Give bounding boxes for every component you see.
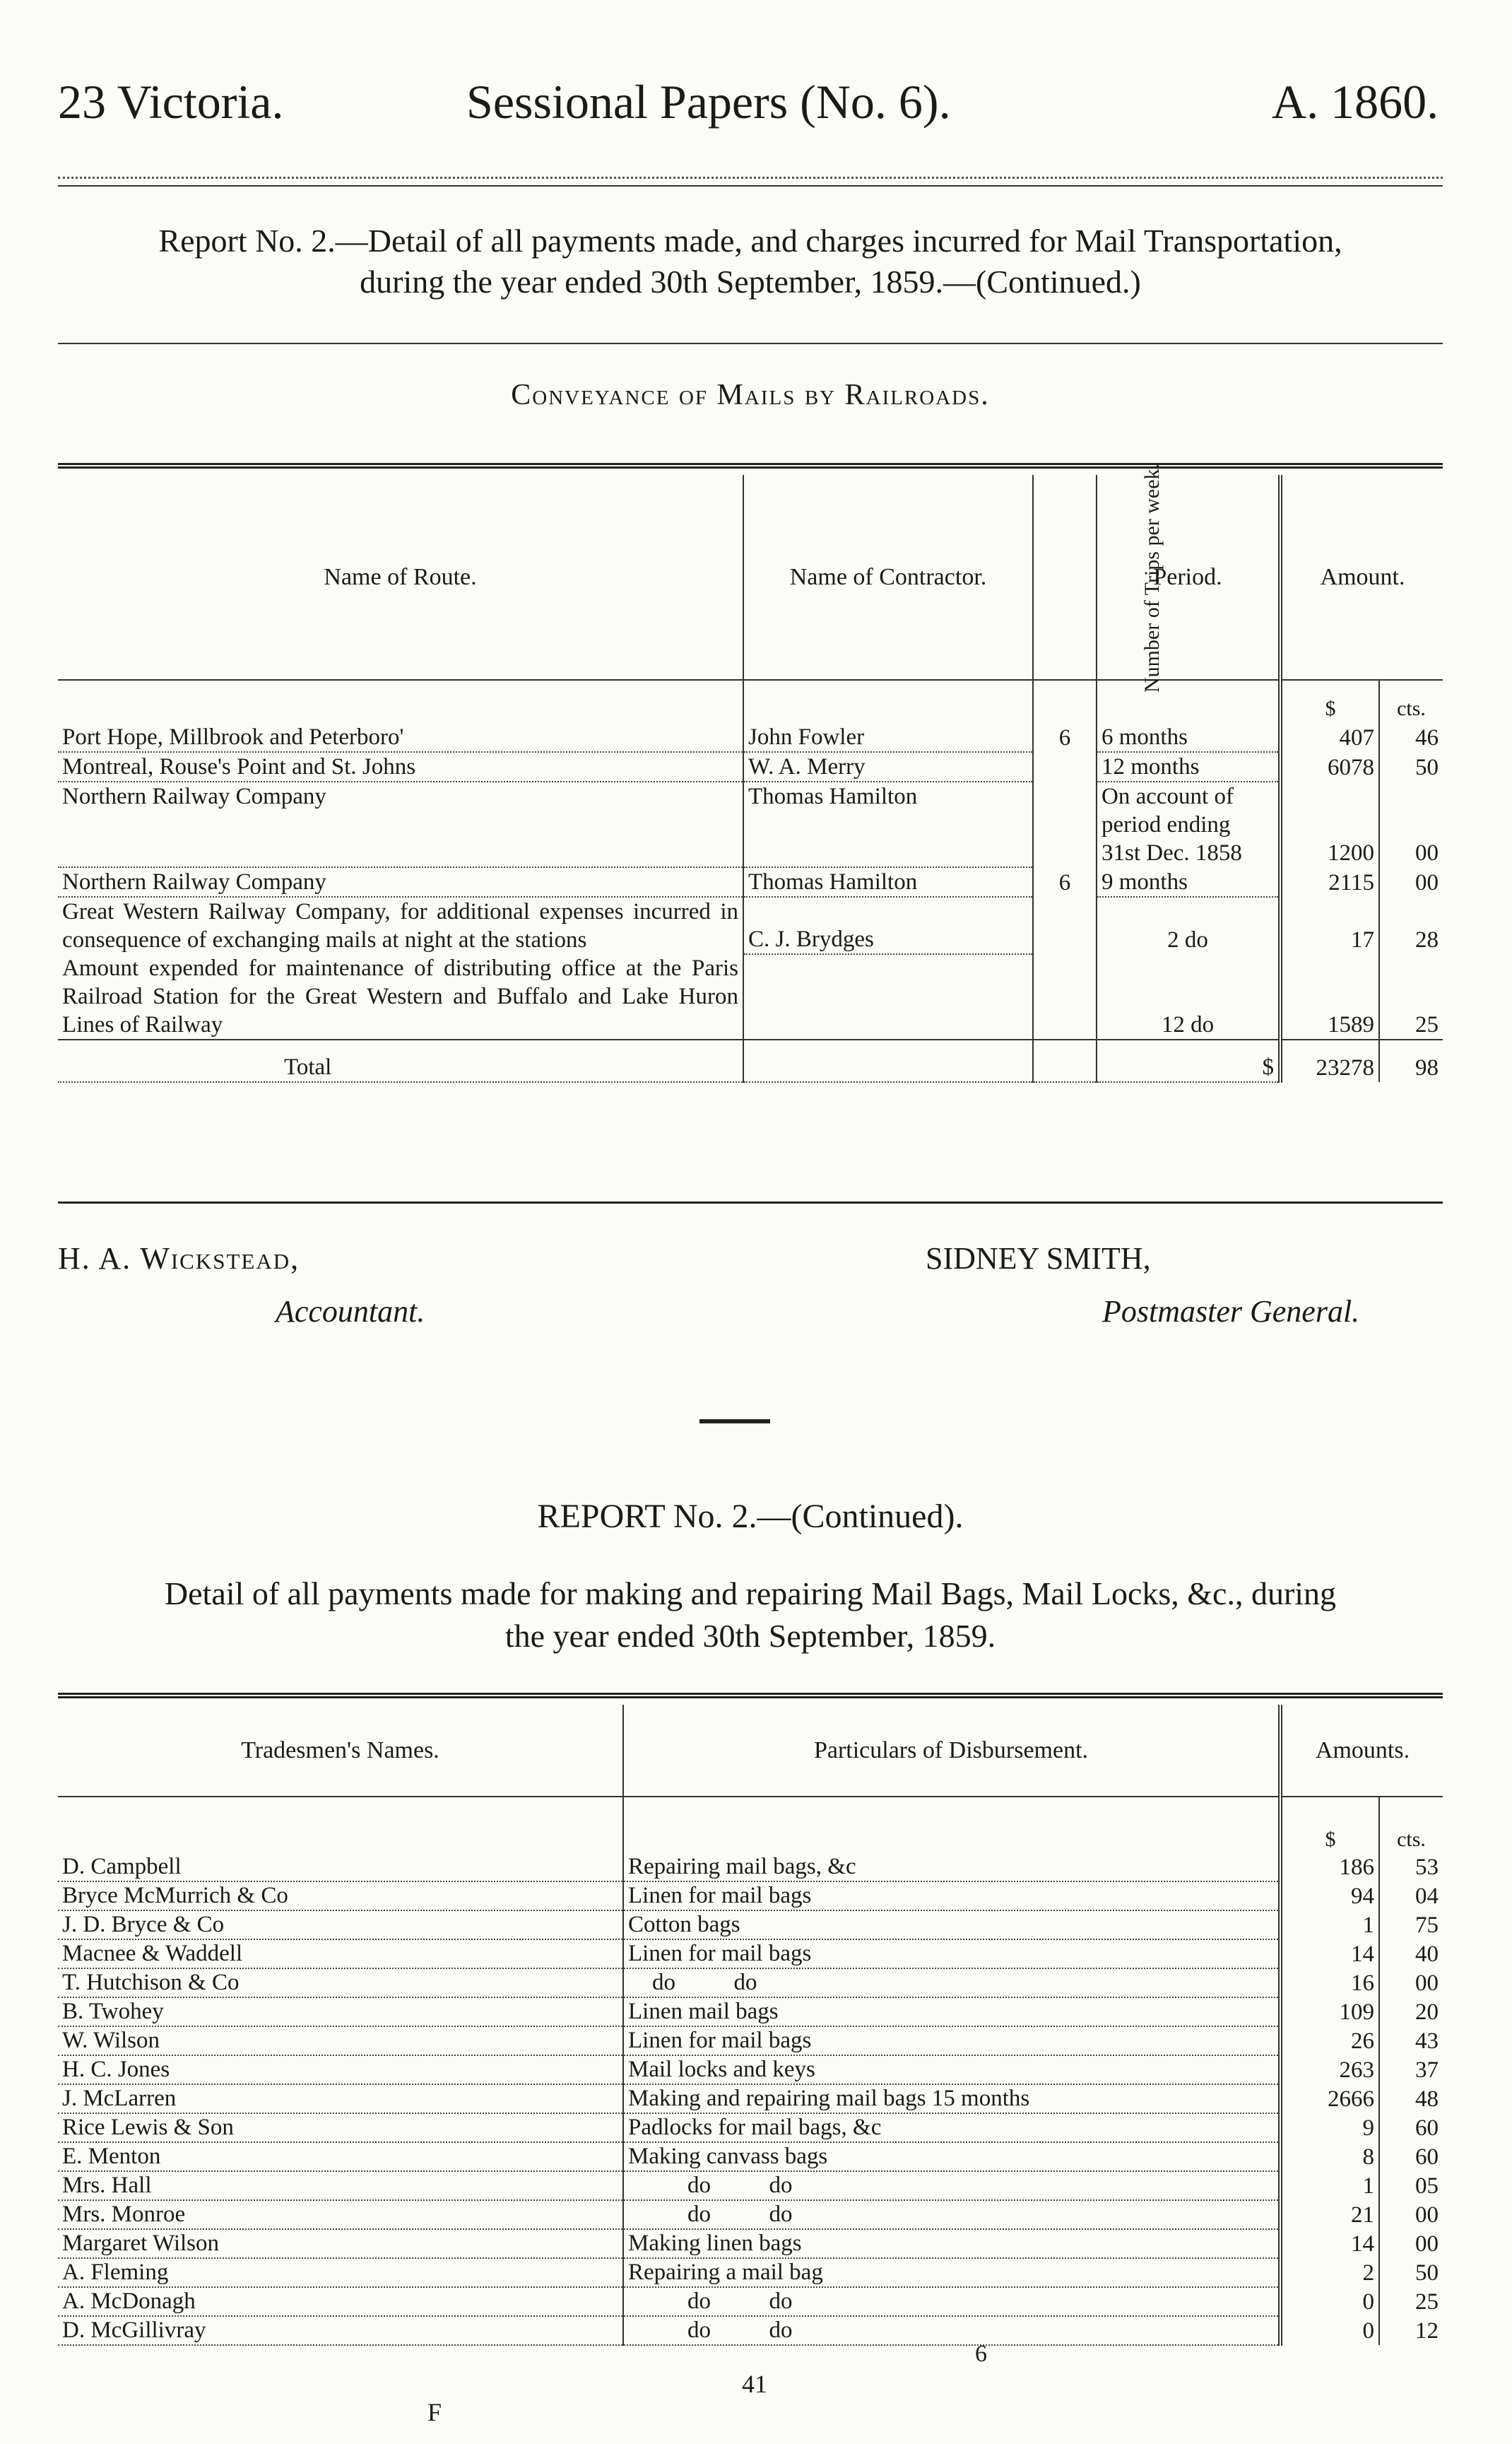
table-row: Margaret Wilson Making linen bags 14 00 (58, 2229, 1443, 2258)
table-row: Amount expended for maintenance of distributing office at the Paris Railroad Station for the Great Western and Buffalo and Lake Huron Lines of Railway 12 do 1589 25 (58, 954, 1443, 1040)
report1-section-title: Conveyance of Mails by Railroads. (511, 379, 990, 411)
page-number: 41 (742, 2370, 767, 2398)
table-row: D. McGillivray do do 0 12 (58, 2316, 1443, 2345)
header-center: Sessional Papers (No. 6). (466, 75, 951, 129)
report2-heading: REPORT No. 2.—(Continued). (537, 1498, 964, 1535)
col-trips (1033, 463, 1164, 693)
table2-header-row (58, 1705, 1443, 1797)
signature-left-title: Accountant. (276, 1294, 425, 1329)
table2-units-row (58, 1797, 1443, 1853)
table-row: Port Hope, Millbrook and Peterboro' John Fowler 6 6 months 407 46 (58, 723, 1443, 752)
table-row: D. Campbell Repairing mail bags, &c 186 53 (58, 1853, 1443, 1881)
report1-title (58, 221, 1443, 302)
unit-cents: cts. (1379, 680, 1443, 723)
total-cents: 98 (1379, 1040, 1443, 1082)
table-row: Bryce McMurrich & Co Linen for mail bags 94 04 (58, 1881, 1443, 1910)
table-row: Rice Lewis & Son Padlocks for mail bags, &c 9 60 (58, 2113, 1443, 2142)
table-row: Mrs. Hall do do 1 05 (58, 2171, 1443, 2200)
table-row: W. Wilson Linen for mail bags 26 43 (58, 2026, 1443, 2055)
table-row: Macnee & Waddell Linen for mail bags 14 40 (58, 1939, 1443, 1968)
report1-title-line1: Report No. 2.—Detail of all payments made, and charges incurred for Mail Transportation, (158, 223, 1342, 259)
signature-left-name: H. A. Wickstead, (58, 1241, 300, 1276)
header-rule (58, 177, 1443, 179)
header-right: A. 1860. (1272, 75, 1439, 129)
signature-right-title: Postmaster General. (1102, 1294, 1360, 1329)
table-mail-bags (58, 1705, 1443, 2346)
header-rule-2 (58, 185, 1443, 187)
table-row: Great Western Railway Company, for additional expenses incurred in consequence of exchanging mails at night at the stations C. J. Brydges 2 do 17 28 (58, 897, 1443, 954)
footer-mark: 6 (975, 2341, 987, 2367)
total-label: Total (58, 1040, 743, 1082)
table-row: A. Fleming Repairing a mail bag 2 50 (58, 2258, 1443, 2287)
table1-total-row (58, 1040, 1443, 1082)
table1-units-row (58, 680, 1443, 723)
table-row: E. Menton Making canvass bags 8 60 (58, 2142, 1443, 2171)
col-amount: Amount. (1280, 475, 1443, 680)
table-row: B. Twohey Linen mail bags 109 20 (58, 1997, 1443, 2026)
col-amounts: Amounts. (1280, 1705, 1443, 1797)
table-railroads (58, 463, 1443, 1083)
report2-subtitle-line1: Detail of all payments made for making and repairing Mail Bags, Mail Locks, &c., during (164, 1575, 1337, 1611)
unit-cents-2: cts. (1379, 1797, 1443, 1853)
signature-right-name: SIDNEY SMITH, (926, 1241, 1151, 1276)
col-contractor: Name of Contractor. (743, 475, 1033, 680)
table-row: Mrs. Monroe do do 21 00 (58, 2200, 1443, 2229)
col-route: Name of Route. (324, 563, 477, 590)
report1-title-line2: during the year ended 30th September, 1859.—(Continued.) (360, 263, 1141, 300)
unit-dollars: $ (1280, 680, 1379, 723)
col-trips-label: Number of Trips per week. (1140, 463, 1164, 693)
table-row: Northern Railway Company Thomas Hamilton On account of period ending 31st Dec. 1858 1200 00 (58, 782, 1443, 867)
table-row: J. McLarren Making and repairing mail bags 15 months 2666 48 (58, 2084, 1443, 2113)
separator-dash (699, 1419, 770, 1423)
table1-header-row (58, 475, 1443, 680)
unit-dollars-2: $ (1280, 1797, 1379, 1853)
report2-subtitle (58, 1573, 1443, 1657)
table1-top-rule (58, 463, 1443, 469)
total-currency: $ (1097, 1040, 1280, 1082)
report2-subtitle-line2: the year ended 30th September, 1859. (504, 1617, 996, 1654)
title-divider (58, 343, 1443, 344)
table-row: H. C. Jones Mail locks and keys 263 37 (58, 2055, 1443, 2084)
table-row: Montreal, Rouse's Point and St. Johns W. A. Merry 12 months 6078 50 (58, 752, 1443, 782)
header-left: 23 Victoria. (58, 75, 284, 129)
table1-bottom-rule (58, 1202, 1443, 1204)
col-names: Tradesmen's Names. (241, 1737, 439, 1763)
signature-letter: F (427, 2398, 442, 2426)
table-row: T. Hutchison & Co do do 16 00 (58, 1968, 1443, 1997)
table-row: J. D. Bryce & Co Cotton bags 1 75 (58, 1910, 1443, 1939)
table2-top-rule (58, 1693, 1443, 1698)
col-particulars: Particulars of Disbursement. (623, 1705, 1280, 1797)
col-period: Period. (1097, 475, 1280, 680)
total-dollars: 23278 (1280, 1040, 1379, 1082)
table-row: Northern Railway Company Thomas Hamilton 6 9 months 2115 00 (58, 867, 1443, 897)
table-row: A. McDonagh do do 0 25 (58, 2287, 1443, 2316)
